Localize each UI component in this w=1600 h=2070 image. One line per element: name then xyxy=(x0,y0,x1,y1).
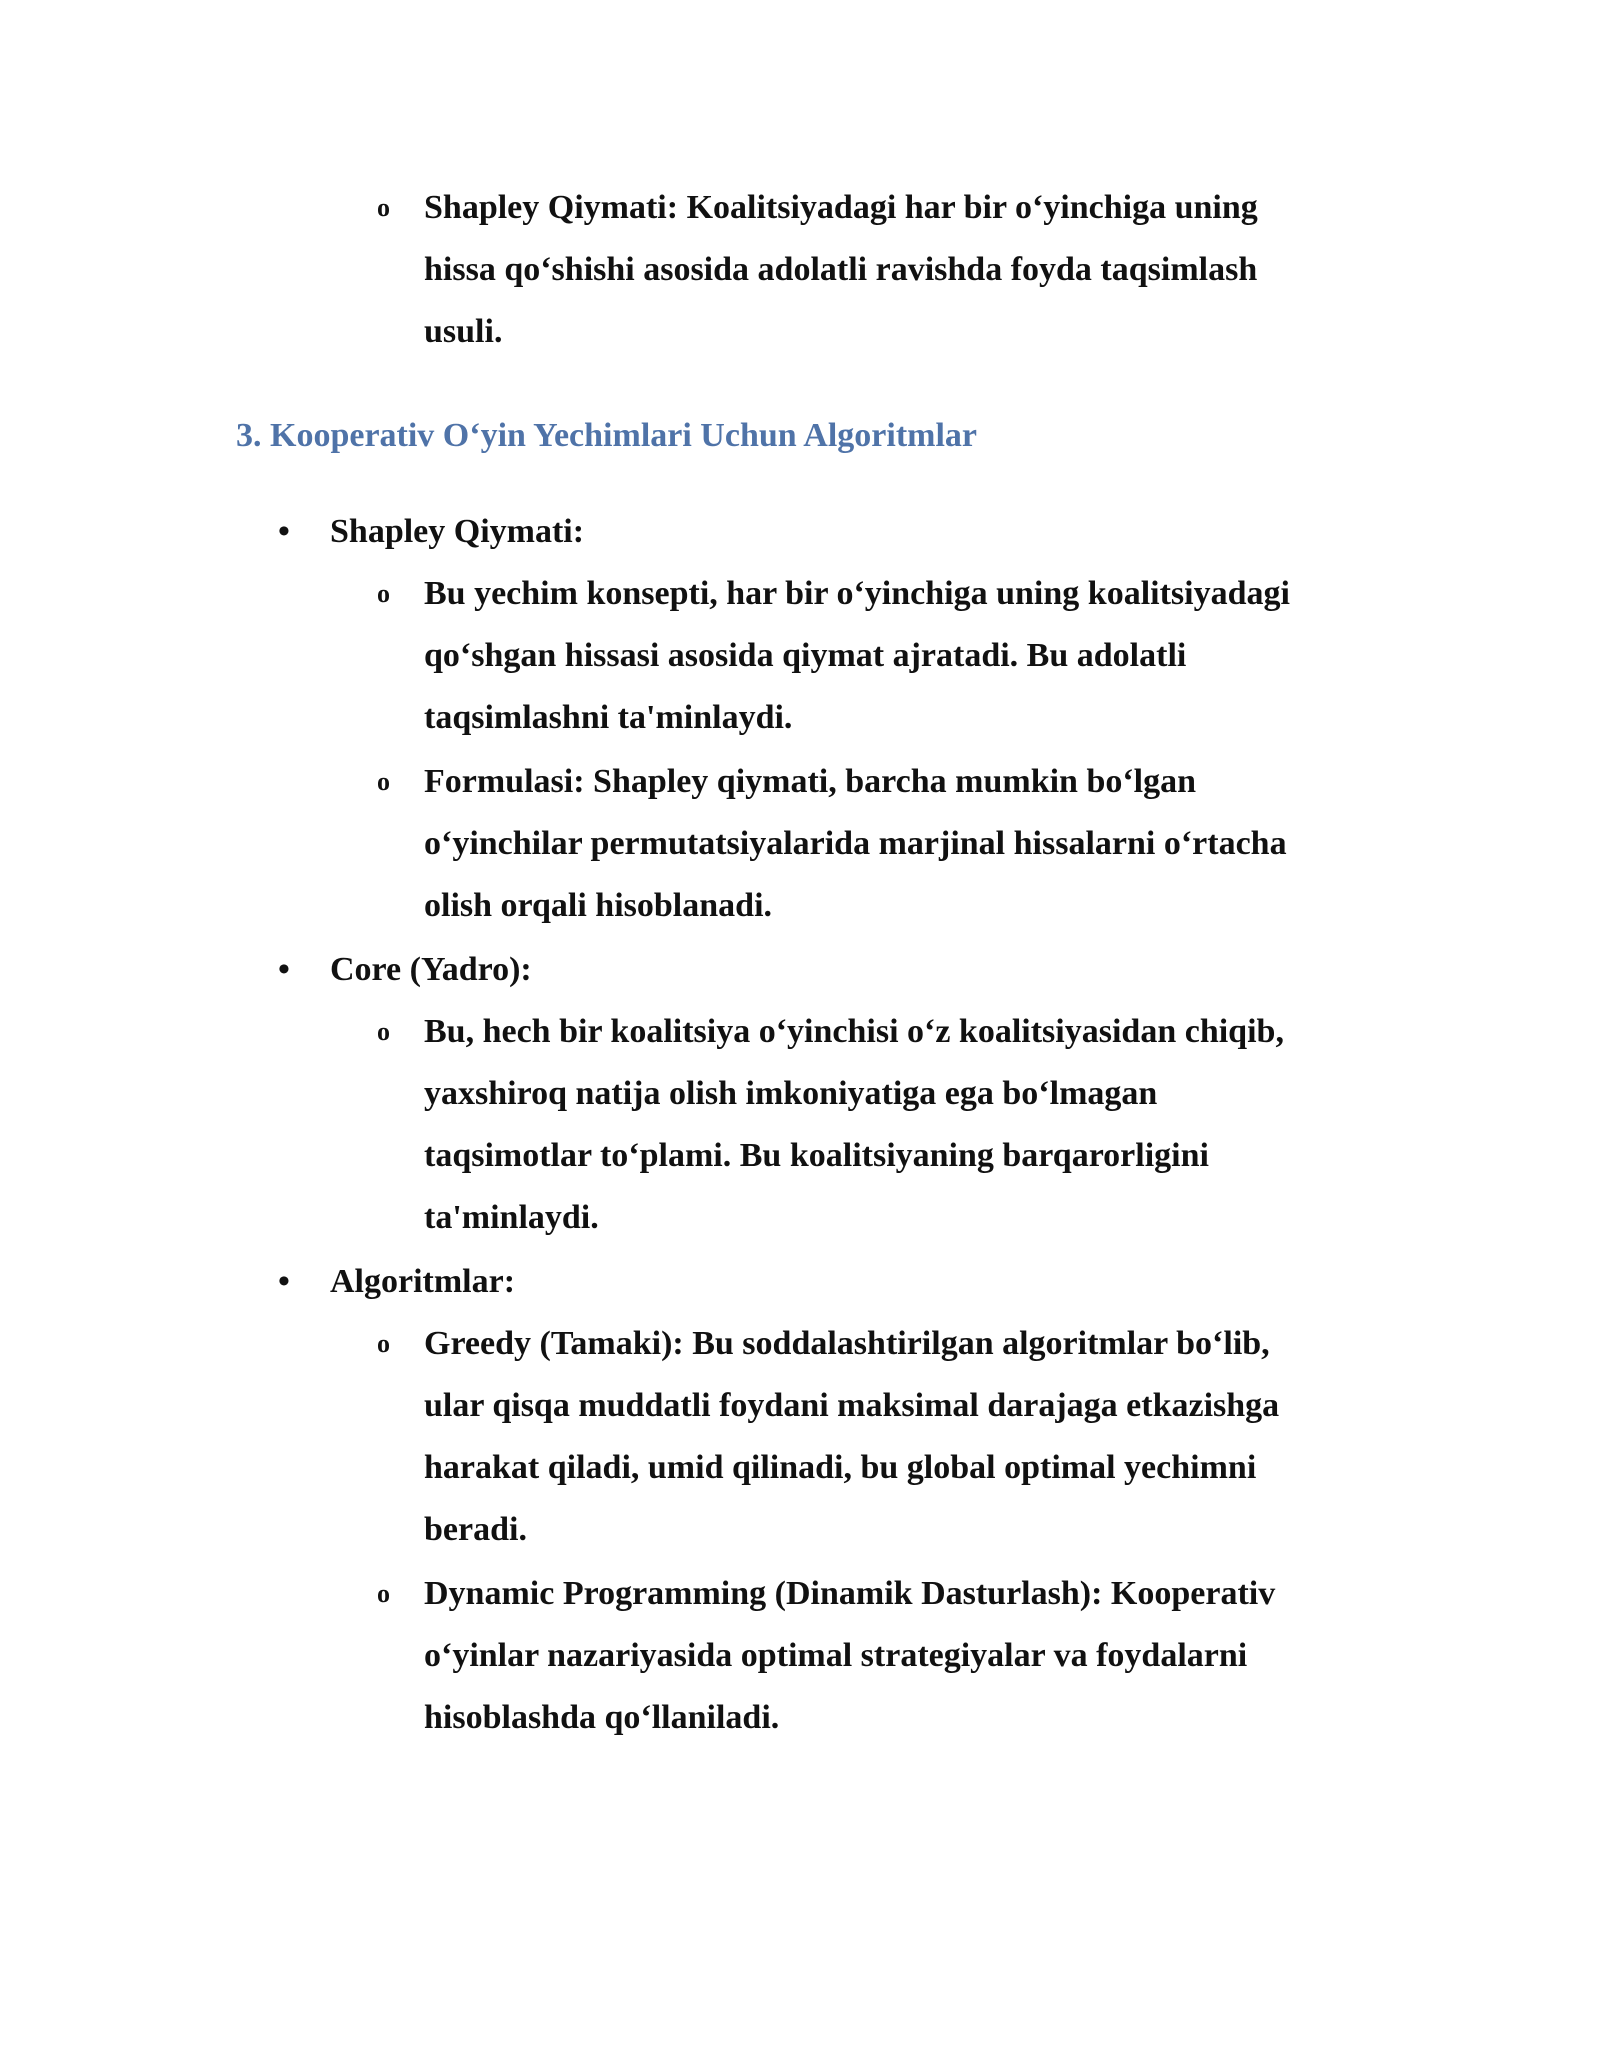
paragraph-line: usuli. xyxy=(424,313,503,350)
bullet-marker: • xyxy=(278,1263,290,1300)
list-item-label: Shapley Qiymati: xyxy=(330,513,585,550)
paragraph-line: taqsimotlar to‘plami. Bu koalitsiyaning barqarorligini xyxy=(424,1137,1209,1174)
paragraph-line: Formulasi: Shapley qiymati, barcha mumkin bo‘lgan xyxy=(424,763,1197,800)
bullet-marker: • xyxy=(278,513,290,550)
list-item-label: Core (Yadro): xyxy=(330,951,532,988)
paragraph-line: Greedy (Tamaki): Bu soddalashtirilgan algoritmlar bo‘lib, xyxy=(424,1325,1270,1362)
section-heading: 3. Kooperativ O‘yin Yechimlari Uchun Algoritmlar xyxy=(236,417,978,454)
paragraph-line: o‘yinchilar permutatsiyalarida marjinal hissalarni o‘rtacha xyxy=(424,825,1287,862)
sub-bullet-marker: o xyxy=(377,193,390,222)
paragraph-line: olish orqali hisoblanadi. xyxy=(424,887,773,924)
paragraph-line: Bu, hech bir koalitsiya o‘yinchisi o‘z koalitsiyasidan chiqib, xyxy=(424,1013,1284,1050)
list-item-label: Algoritmlar: xyxy=(330,1263,516,1300)
paragraph-line: beradi. xyxy=(424,1511,527,1548)
paragraph-line: yaxshiroq natija olish imkoniyatiga ega bo‘lmagan xyxy=(424,1075,1158,1112)
paragraph-line: harakat qiladi, umid qilinadi, bu global optimal yechimni xyxy=(424,1449,1257,1486)
sub-bullet-marker: o xyxy=(377,1017,390,1046)
sub-bullet-marker: o xyxy=(377,1579,390,1608)
paragraph-line: ta'minlaydi. xyxy=(424,1199,599,1236)
paragraph-line: hissa qo‘shishi asosida adolatli ravishda foyda taqsimlash xyxy=(424,251,1258,288)
paragraph-line: taqsimlashni ta'minlaydi. xyxy=(424,699,793,736)
paragraph-line: hisoblashda qo‘llaniladi. xyxy=(424,1699,780,1736)
paragraph-line: ular qisqa muddatli foydani maksimal darajaga etkazishga xyxy=(424,1387,1280,1424)
paragraph-line: Bu yechim konsepti, har bir o‘yinchiga uning koalitsiyadagi xyxy=(424,575,1290,612)
sub-bullet-marker: o xyxy=(377,579,390,608)
sub-bullet-marker: o xyxy=(377,1329,390,1358)
paragraph-line: Dynamic Programming (Dinamik Dasturlash): Kooperativ xyxy=(424,1575,1276,1612)
paragraph-line: qo‘shgan hissasi asosida qiymat ajratadi. Bu adolatli xyxy=(424,637,1187,674)
paragraph-line: o‘yinlar nazariyasida optimal strategiyalar va foydalarni xyxy=(424,1637,1248,1674)
bullet-marker: • xyxy=(278,951,290,988)
sub-bullet-marker: o xyxy=(377,767,390,796)
paragraph-line: Shapley Qiymati: Koalitsiyadagi har bir o‘yinchiga uning xyxy=(424,189,1258,226)
